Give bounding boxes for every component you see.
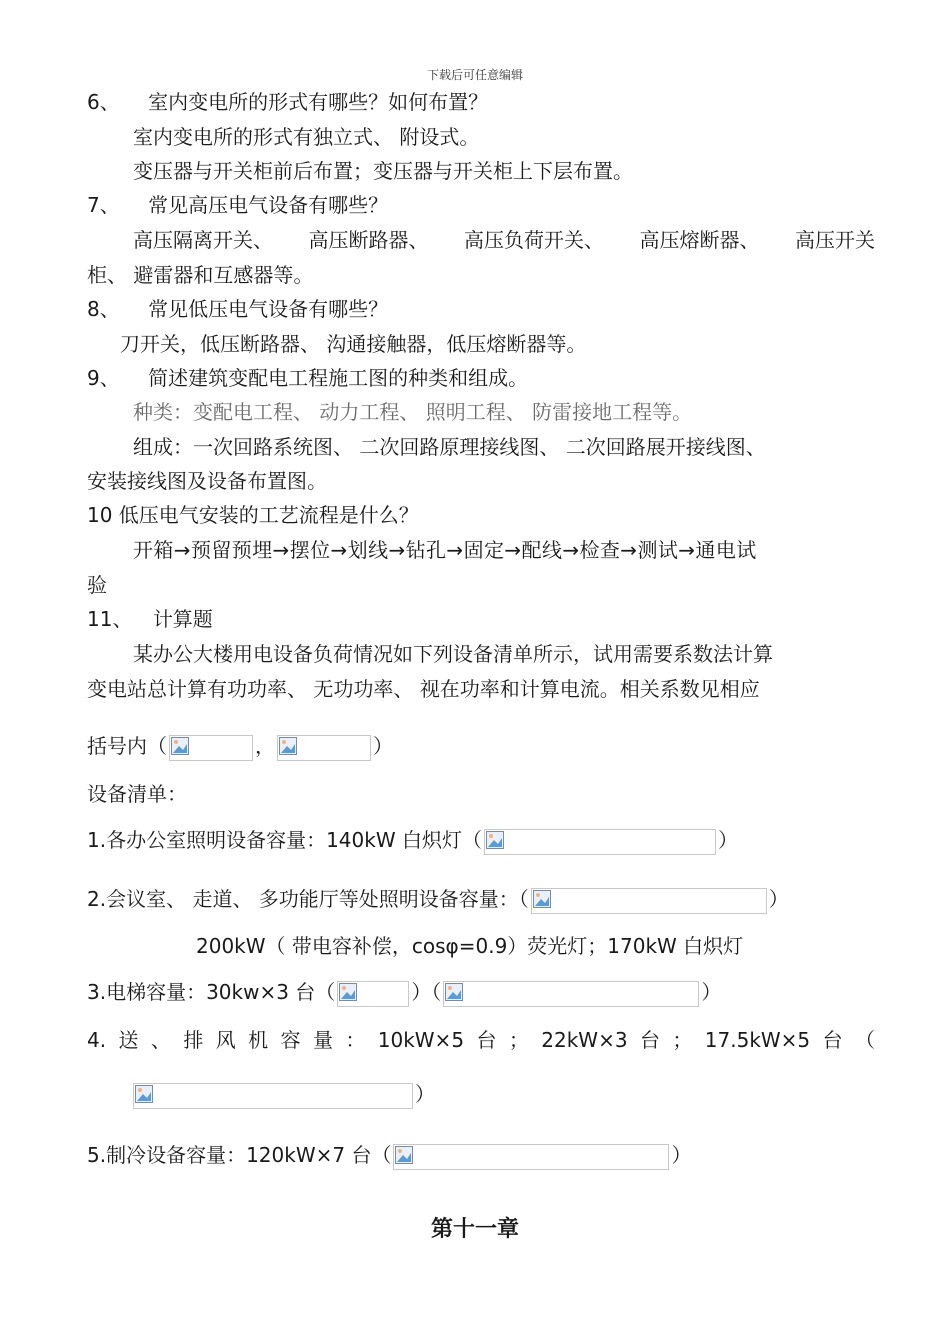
- q6-answer-2: 变压器与开关柜前后布置；变压器与开关柜上下层布置。: [133, 159, 633, 183]
- q11-paragraph-1: 某办公大楼用电设备负荷情况如下列设备清单所示，试用需要系数法计算: [133, 642, 773, 666]
- q8-number: 8、: [87, 297, 120, 321]
- broken-image-icon: [339, 983, 357, 1001]
- item-4-part: 22kW×3: [541, 1028, 628, 1052]
- equipment-item-text: 2.会议室、 走道、 多功能厅等处照明设备容量：（: [87, 887, 529, 911]
- q7-answer-part: 高压断路器、: [308, 228, 429, 252]
- equipment-item-4-continuation: [131, 1080, 435, 1109]
- formula-image-placeholder: [393, 1144, 669, 1170]
- item-4-part: 容: [280, 1028, 301, 1052]
- item-4-part: 量: [312, 1028, 333, 1052]
- q7-answer-part: 高压熔断器、: [639, 228, 760, 252]
- item-4-part: ；: [672, 1028, 693, 1052]
- q7-question: 常见高压电气设备有哪些？: [148, 193, 389, 217]
- bracket-close: ）: [373, 734, 393, 758]
- item-4-part: 风: [215, 1028, 236, 1052]
- broken-image-icon: [533, 890, 551, 908]
- chapter-heading: 第十一章: [430, 1217, 519, 1242]
- equipment-item-1: [87, 826, 738, 855]
- bracket-close: ）: [671, 1143, 692, 1167]
- q7-answer-part: 高压开关: [795, 228, 875, 252]
- q10-flow-line-2: 验: [87, 573, 107, 597]
- q11-paragraph-3: [87, 732, 393, 761]
- q9-question: 简述建筑变配电工程施工图的种类和组成。: [148, 366, 529, 390]
- q7-answer-part: 高压隔离开关、: [133, 228, 273, 252]
- q11-paragraph-2: 变电站总计算有功功率、 无功功率、 视在功率和计算电流。相关系数见相应: [87, 677, 760, 701]
- q6-answer-1: 室内变电所的形式有独立式、 附设式。: [133, 125, 480, 149]
- q10-flow: 开箱→预留预埋→摆位→划线→钻孔→固定→配线→检查→测试→通电试: [133, 538, 757, 562]
- item-4-part: 台: [476, 1028, 497, 1052]
- item-4-part: 台: [822, 1028, 843, 1052]
- q7-question-line: [87, 191, 388, 219]
- equipment-item-5: [87, 1141, 691, 1170]
- bracket-close: ）: [701, 980, 722, 1004]
- broken-image-icon: [445, 983, 463, 1001]
- q9-question-line: [87, 364, 528, 392]
- formula-image-placeholder: [484, 829, 716, 855]
- equipment-list-title: 设备清单：: [87, 782, 187, 806]
- bracket-close: ）: [415, 1082, 435, 1106]
- q9-composition-line-2: 安装接线图及设备布置图。: [87, 469, 327, 493]
- q7-answer-line-2: 柜、 避雷器和互感器等。: [87, 263, 314, 287]
- broken-image-icon: [486, 831, 504, 849]
- equipment-item-text: 3.电梯容量：30kw×3 台（: [87, 980, 336, 1004]
- formula-image-placeholder: [531, 888, 767, 914]
- comma: ，: [255, 734, 275, 758]
- formula-image-placeholder: [169, 735, 253, 761]
- item-4-part: 10kW×5: [377, 1028, 465, 1052]
- broken-image-icon: [135, 1085, 153, 1103]
- item-4-part: 送: [118, 1028, 139, 1052]
- equipment-item-3: [87, 978, 721, 1007]
- equipment-item-4: [87, 1026, 875, 1054]
- q8-question: 常见低压电气设备有哪些？: [148, 297, 389, 321]
- q8-question-line: [87, 295, 388, 323]
- formula-image-placeholder: [337, 981, 409, 1007]
- equipment-item-text: 1.各办公室照明设备容量：140kW 白炽灯（: [87, 828, 482, 852]
- bracket-open: 括号内（: [87, 734, 167, 758]
- formula-image-placeholder: [133, 1083, 413, 1109]
- formula-image-placeholder: [443, 981, 699, 1007]
- broken-image-icon: [279, 737, 297, 755]
- formula-image-placeholder: [277, 735, 371, 761]
- item-4-part: ；: [508, 1028, 529, 1052]
- q9-types: 种类：变配电工程、 动力工程、 照明工程、 防雷接地工程等。: [133, 400, 693, 424]
- q11-title-line: [87, 605, 213, 633]
- q9-number: 9、: [87, 366, 120, 390]
- bracket-close: ）: [768, 887, 789, 911]
- item-4-part: 机: [248, 1028, 269, 1052]
- q10-question: 10 低压电气安装的工艺流程是什么？: [87, 503, 419, 527]
- q6-number: 6、: [87, 90, 120, 114]
- item-4-part: 17.5kW×5: [704, 1028, 811, 1052]
- item-4-part: ：: [345, 1028, 366, 1052]
- item-4-part: 台: [639, 1028, 660, 1052]
- bracket-middle: ）（: [411, 980, 442, 1004]
- q11-number: 11、: [87, 607, 133, 631]
- q11-title: 计算题: [152, 607, 213, 631]
- q7-number: 7、: [87, 193, 120, 217]
- q6-question: 室内变电所的形式有哪些？如何布置？: [148, 90, 489, 114]
- broken-image-icon: [395, 1146, 413, 1164]
- bracket-close: ）: [717, 828, 738, 852]
- q7-answer-part: 高压负荷开关、: [464, 228, 604, 252]
- item-4-part: （: [854, 1028, 875, 1052]
- q7-answer-line-1: [133, 226, 875, 254]
- item-4-part: 、: [150, 1028, 171, 1052]
- item-4-part: 4.: [87, 1028, 107, 1052]
- broken-image-icon: [171, 737, 189, 755]
- equipment-item-2: [87, 885, 789, 914]
- q8-answer: 刀开关，低压断路器、 沟通接触器，低压熔断器等。: [120, 332, 587, 356]
- equipment-item-text: 5.制冷设备容量：120kW×7 台（: [87, 1143, 392, 1167]
- equipment-item-2-detail: 200kW（ 带电容补偿，cosφ=0.9）荧光灯；170kW 白炽灯: [196, 934, 744, 958]
- item-4-part: 排: [183, 1028, 204, 1052]
- q9-composition: 组成：一次回路系统图、 二次回路原理接线图、 二次回路展开接线图、: [133, 435, 766, 459]
- page-header-note: 下载后可任意编辑: [426, 68, 523, 82]
- q6-question-line: [87, 88, 488, 116]
